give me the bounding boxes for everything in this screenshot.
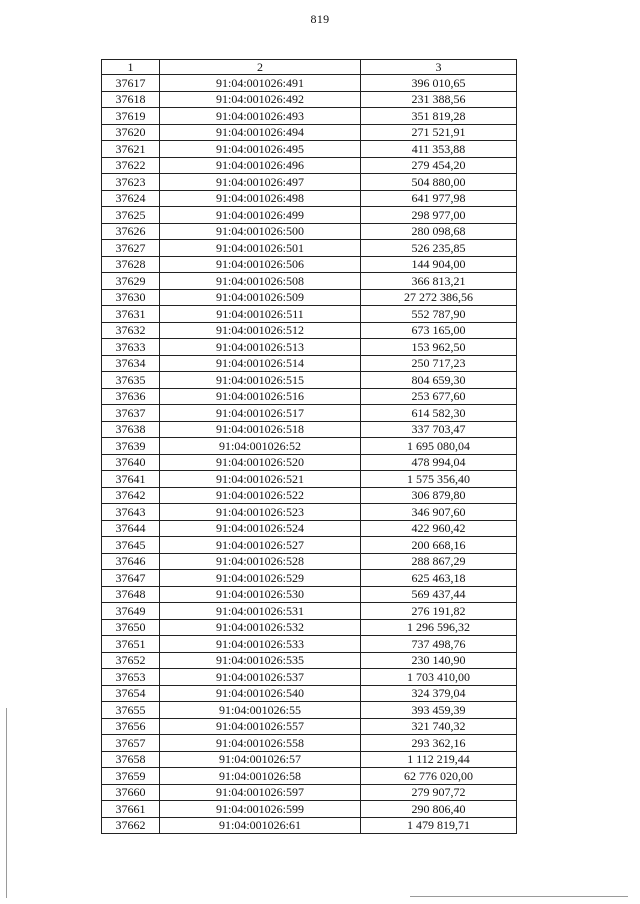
row-number-cell: 37621 (102, 141, 160, 158)
row-number-cell: 37629 (102, 273, 160, 290)
table-row (102, 685, 517, 702)
cadastral-number-cell: 91:04:001026:522 (160, 487, 361, 504)
value-cell: 411 353,88 (361, 141, 517, 158)
value-cell: 366 813,21 (361, 273, 517, 290)
row-number-cell: 37644 (102, 520, 160, 537)
cadastral-number-cell: 91:04:001026:511 (160, 306, 361, 323)
row-number-cell: 37628 (102, 256, 160, 273)
row-number-cell: 37639 (102, 438, 160, 455)
cadastral-number-cell: 91:04:001026:532 (160, 619, 361, 636)
cadastral-number-cell: 91:04:001026:520 (160, 454, 361, 471)
value-cell: 422 960,42 (361, 520, 517, 537)
table-row (102, 438, 517, 455)
table-row (102, 735, 517, 752)
cadastral-number-cell: 91:04:001026:531 (160, 603, 361, 620)
cadastral-number-cell: 91:04:001026:492 (160, 91, 361, 108)
row-number-cell: 37647 (102, 570, 160, 587)
value-cell: 253 677,60 (361, 388, 517, 405)
cadastral-number-cell: 91:04:001026:509 (160, 289, 361, 306)
row-number-cell: 37653 (102, 669, 160, 686)
table-row (102, 75, 517, 92)
value-cell: 614 582,30 (361, 405, 517, 422)
value-cell: 324 379,04 (361, 685, 517, 702)
value-cell: 393 459,39 (361, 702, 517, 719)
table-header-row (102, 60, 517, 75)
row-number-cell: 37643 (102, 504, 160, 521)
table-row (102, 636, 517, 653)
cadastral-number-cell: 91:04:001026:597 (160, 784, 361, 801)
table-row (102, 619, 517, 636)
cadastral-number-cell: 91:04:001026:493 (160, 108, 361, 125)
cadastral-number-cell: 91:04:001026:516 (160, 388, 361, 405)
value-cell: 552 787,90 (361, 306, 517, 323)
value-cell: 280 098,68 (361, 223, 517, 240)
cadastral-number-cell: 91:04:001026:498 (160, 190, 361, 207)
table-row (102, 240, 517, 257)
cadastral-number-cell: 91:04:001026:535 (160, 652, 361, 669)
cadastral-number-cell: 91:04:001026:513 (160, 339, 361, 356)
cadastral-number-cell: 91:04:001026:55 (160, 702, 361, 719)
cadastral-number-cell: 91:04:001026:528 (160, 553, 361, 570)
table-row (102, 817, 517, 834)
cadastral-number-cell: 91:04:001026:530 (160, 586, 361, 603)
scan-edge-line-bottom (410, 896, 628, 897)
table-row (102, 223, 517, 240)
column-header-2: 2 (160, 60, 361, 75)
row-number-cell: 37652 (102, 652, 160, 669)
value-cell: 351 819,28 (361, 108, 517, 125)
row-number-cell: 37642 (102, 487, 160, 504)
value-cell: 1 575 356,40 (361, 471, 517, 488)
cadastral-number-cell: 91:04:001026:524 (160, 520, 361, 537)
table-row (102, 718, 517, 735)
value-cell: 27 272 386,56 (361, 289, 517, 306)
table-row (102, 553, 517, 570)
value-cell: 200 668,16 (361, 537, 517, 554)
table-row (102, 190, 517, 207)
table-row (102, 405, 517, 422)
row-number-cell: 37662 (102, 817, 160, 834)
cadastral-number-cell: 91:04:001026:533 (160, 636, 361, 653)
value-cell: 1 695 080,04 (361, 438, 517, 455)
value-cell: 231 388,56 (361, 91, 517, 108)
table-row (102, 372, 517, 389)
row-number-cell: 37625 (102, 207, 160, 224)
row-number-cell: 37655 (102, 702, 160, 719)
table-row (102, 471, 517, 488)
row-number-cell: 37646 (102, 553, 160, 570)
table-row (102, 273, 517, 290)
value-cell: 279 907,72 (361, 784, 517, 801)
row-number-cell: 37648 (102, 586, 160, 603)
cadastral-number-cell: 91:04:001026:557 (160, 718, 361, 735)
row-number-cell: 37657 (102, 735, 160, 752)
cadastral-number-cell: 91:04:001026:537 (160, 669, 361, 686)
row-number-cell: 37659 (102, 768, 160, 785)
row-number-cell: 37638 (102, 421, 160, 438)
value-cell: 144 904,00 (361, 256, 517, 273)
table-row (102, 124, 517, 141)
table-row (102, 289, 517, 306)
cadastral-number-cell: 91:04:001026:558 (160, 735, 361, 752)
value-cell: 337 703,47 (361, 421, 517, 438)
row-number-cell: 37660 (102, 784, 160, 801)
value-cell: 230 140,90 (361, 652, 517, 669)
value-cell: 290 806,40 (361, 801, 517, 818)
table-row (102, 207, 517, 224)
row-number-cell: 37633 (102, 339, 160, 356)
cadastral-number-cell: 91:04:001026:52 (160, 438, 361, 455)
row-number-cell: 37622 (102, 157, 160, 174)
table-row (102, 652, 517, 669)
value-cell: 1 703 410,00 (361, 669, 517, 686)
table-row (102, 174, 517, 191)
cadastral-number-cell: 91:04:001026:497 (160, 174, 361, 191)
value-cell: 1 112 219,44 (361, 751, 517, 768)
cadastral-number-cell: 91:04:001026:491 (160, 75, 361, 92)
row-number-cell: 37640 (102, 454, 160, 471)
value-cell: 396 010,65 (361, 75, 517, 92)
value-cell: 276 191,82 (361, 603, 517, 620)
cadastral-number-cell: 91:04:001026:521 (160, 471, 361, 488)
cadastral-number-cell: 91:04:001026:599 (160, 801, 361, 818)
cadastral-number-cell: 91:04:001026:540 (160, 685, 361, 702)
row-number-cell: 37651 (102, 636, 160, 653)
cadastral-number-cell: 91:04:001026:57 (160, 751, 361, 768)
row-number-cell: 37624 (102, 190, 160, 207)
scan-edge-line-left (6, 708, 7, 898)
cadastral-number-cell: 91:04:001026:494 (160, 124, 361, 141)
table-row (102, 91, 517, 108)
value-cell: 62 776 020,00 (361, 768, 517, 785)
table-row (102, 504, 517, 521)
cadastral-number-cell: 91:04:001026:61 (160, 817, 361, 834)
row-number-cell: 37645 (102, 537, 160, 554)
row-number-cell: 37631 (102, 306, 160, 323)
row-number-cell: 37617 (102, 75, 160, 92)
table-row (102, 339, 517, 356)
row-number-cell: 37641 (102, 471, 160, 488)
table-row (102, 702, 517, 719)
table-row (102, 669, 517, 686)
row-number-cell: 37658 (102, 751, 160, 768)
value-cell: 673 165,00 (361, 322, 517, 339)
table-row (102, 141, 517, 158)
row-number-cell: 37650 (102, 619, 160, 636)
table-row (102, 520, 517, 537)
value-cell: 288 867,29 (361, 553, 517, 570)
table-row (102, 157, 517, 174)
table-row (102, 751, 517, 768)
table-row (102, 784, 517, 801)
data-table (101, 59, 517, 834)
value-cell: 1 296 596,32 (361, 619, 517, 636)
value-cell: 250 717,23 (361, 355, 517, 372)
table-row (102, 487, 517, 504)
row-number-cell: 37654 (102, 685, 160, 702)
row-number-cell: 37619 (102, 108, 160, 125)
table-row (102, 801, 517, 818)
value-cell: 641 977,98 (361, 190, 517, 207)
table-row (102, 586, 517, 603)
value-cell: 526 235,85 (361, 240, 517, 257)
cadastral-number-cell: 91:04:001026:499 (160, 207, 361, 224)
value-cell: 321 740,32 (361, 718, 517, 735)
table-row (102, 421, 517, 438)
value-cell: 293 362,16 (361, 735, 517, 752)
table-row (102, 537, 517, 554)
cadastral-number-cell: 91:04:001026:501 (160, 240, 361, 257)
table-body (102, 75, 517, 834)
table-row (102, 454, 517, 471)
value-cell: 298 977,00 (361, 207, 517, 224)
cadastral-number-cell: 91:04:001026:518 (160, 421, 361, 438)
value-cell: 346 907,60 (361, 504, 517, 521)
table-row (102, 768, 517, 785)
row-number-cell: 37630 (102, 289, 160, 306)
cadastral-number-cell: 91:04:001026:523 (160, 504, 361, 521)
row-number-cell: 37637 (102, 405, 160, 422)
cadastral-number-cell: 91:04:001026:515 (160, 372, 361, 389)
cadastral-number-cell: 91:04:001026:517 (160, 405, 361, 422)
cadastral-number-cell: 91:04:001026:508 (160, 273, 361, 290)
cadastral-number-cell: 91:04:001026:58 (160, 768, 361, 785)
value-cell: 504 880,00 (361, 174, 517, 191)
cadastral-number-cell: 91:04:001026:514 (160, 355, 361, 372)
value-cell: 271 521,91 (361, 124, 517, 141)
value-cell: 625 463,18 (361, 570, 517, 587)
table-row (102, 306, 517, 323)
value-cell: 569 437,44 (361, 586, 517, 603)
row-number-cell: 37634 (102, 355, 160, 372)
value-cell: 804 659,30 (361, 372, 517, 389)
table-row (102, 603, 517, 620)
column-header-1: 1 (102, 60, 160, 75)
cadastral-number-cell: 91:04:001026:506 (160, 256, 361, 273)
cadastral-number-cell: 91:04:001026:527 (160, 537, 361, 554)
row-number-cell: 37620 (102, 124, 160, 141)
cadastral-number-cell: 91:04:001026:496 (160, 157, 361, 174)
cadastral-number-cell: 91:04:001026:495 (160, 141, 361, 158)
cadastral-number-cell: 91:04:001026:512 (160, 322, 361, 339)
table-row (102, 256, 517, 273)
row-number-cell: 37632 (102, 322, 160, 339)
row-number-cell: 37661 (102, 801, 160, 818)
value-cell: 153 962,50 (361, 339, 517, 356)
table-row (102, 108, 517, 125)
row-number-cell: 37635 (102, 372, 160, 389)
value-cell: 1 479 819,71 (361, 817, 517, 834)
row-number-cell: 37649 (102, 603, 160, 620)
table-row (102, 388, 517, 405)
row-number-cell: 37656 (102, 718, 160, 735)
row-number-cell: 37626 (102, 223, 160, 240)
table-row (102, 570, 517, 587)
row-number-cell: 37636 (102, 388, 160, 405)
cadastral-number-cell: 91:04:001026:500 (160, 223, 361, 240)
value-cell: 306 879,80 (361, 487, 517, 504)
column-header-3: 3 (361, 60, 517, 75)
row-number-cell: 37623 (102, 174, 160, 191)
cadastral-number-cell: 91:04:001026:529 (160, 570, 361, 587)
value-cell: 478 994,04 (361, 454, 517, 471)
table-row (102, 355, 517, 372)
table-row (102, 322, 517, 339)
value-cell: 279 454,20 (361, 157, 517, 174)
value-cell: 737 498,76 (361, 636, 517, 653)
row-number-cell: 37627 (102, 240, 160, 257)
row-number-cell: 37618 (102, 91, 160, 108)
page-number: 819 (310, 12, 330, 26)
